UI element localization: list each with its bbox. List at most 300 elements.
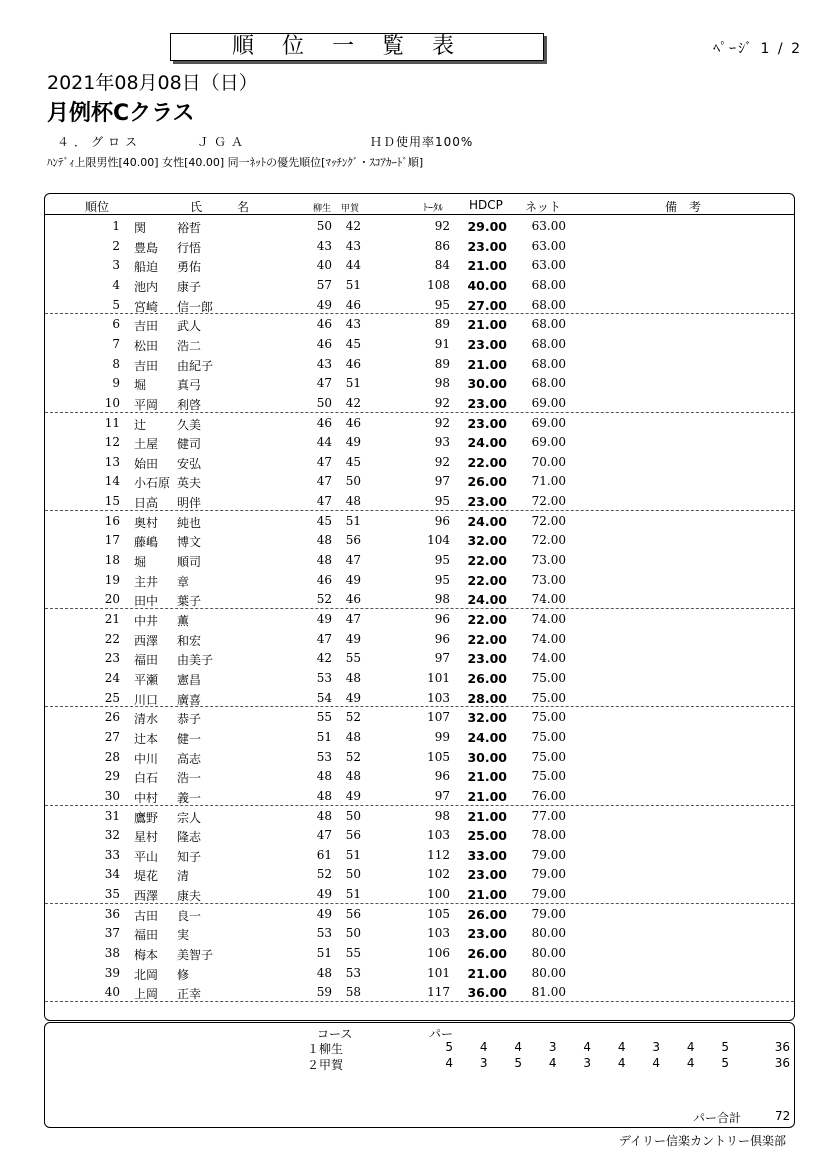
cell-course2: 51 <box>345 887 361 902</box>
header-name-b: 名 <box>237 200 250 214</box>
cell-course1: 43 <box>316 356 332 371</box>
cell-course2: 43 <box>345 238 361 253</box>
cell-net: 73.00 <box>531 553 566 568</box>
cell-hdcp: 21.00 <box>467 769 507 785</box>
cell-course2: 48 <box>345 769 361 784</box>
header-course2: 甲賀 <box>341 204 360 214</box>
cell-surname: 小石原 <box>134 476 171 491</box>
cell-course2: 49 <box>345 572 361 587</box>
cell-hdcp: 26.00 <box>467 670 507 686</box>
table-row <box>45 825 794 845</box>
cell-course1: 49 <box>316 887 332 902</box>
cell-rank: 7 <box>112 336 120 351</box>
cell-total: 95 <box>434 494 450 509</box>
cell-course1: 53 <box>316 670 332 685</box>
cell-course1: 54 <box>316 690 332 705</box>
cell-total: 96 <box>434 612 450 626</box>
cell-course1: 49 <box>316 906 332 921</box>
cell-net: 81.00 <box>531 985 566 1000</box>
cell-course1: 46 <box>316 572 332 587</box>
cell-course1: 47 <box>316 474 332 489</box>
cell-hdcp: 36.00 <box>467 985 507 1001</box>
cell-course1: 46 <box>316 415 332 430</box>
cell-hdcp: 22.00 <box>467 631 507 647</box>
cell-net: 74.00 <box>531 651 566 666</box>
cell-total: 98 <box>434 808 450 823</box>
group-separator <box>45 1001 794 1002</box>
cell-hdcp: 26.00 <box>467 906 507 922</box>
cell-net: 68.00 <box>531 336 566 351</box>
cell-total: 101 <box>427 965 450 980</box>
cell-course1: 47 <box>316 494 332 509</box>
header-net: ネット <box>525 200 562 214</box>
cell-course2: 46 <box>345 592 361 607</box>
cell-total: 95 <box>434 572 450 587</box>
hole-par: 4 <box>617 1040 626 1054</box>
cell-given-name: 薫 <box>177 614 190 628</box>
table-row <box>45 923 794 943</box>
cell-given-name: 博文 <box>177 535 202 550</box>
cell-surname: 鷹野 <box>134 810 159 825</box>
cell-rank: 27 <box>104 729 120 744</box>
cell-surname: 中村 <box>134 790 159 805</box>
cell-rank: 5 <box>112 297 120 312</box>
cell-surname: 奥村 <box>134 515 159 530</box>
table-row <box>45 373 794 393</box>
cell-surname: 古田 <box>134 908 159 923</box>
cell-hdcp: 33.00 <box>467 847 507 863</box>
cell-course2: 49 <box>345 690 361 705</box>
cell-given-name: 美智子 <box>177 948 214 963</box>
cell-course2: 55 <box>345 946 361 961</box>
table-row <box>45 629 794 649</box>
cell-given-name: 康夫 <box>177 889 202 904</box>
cell-surname: 平岡 <box>134 397 159 412</box>
cell-course1: 48 <box>316 769 332 784</box>
cell-net: 68.00 <box>531 317 566 332</box>
cell-given-name: 安弘 <box>177 456 202 471</box>
cell-total: 99 <box>434 729 450 744</box>
cell-surname: 福田 <box>134 928 159 943</box>
cell-given-name: 知子 <box>177 849 202 864</box>
cell-surname: 川口 <box>134 692 159 707</box>
cell-total: 102 <box>427 867 450 882</box>
cell-surname: 西澤 <box>134 889 159 904</box>
cell-course2: 56 <box>345 533 361 548</box>
cell-surname: 西澤 <box>134 633 159 648</box>
header-name-a: 氏 <box>190 200 203 214</box>
cell-net: 79.00 <box>531 887 566 902</box>
cell-hdcp: 23.00 <box>467 395 507 411</box>
cell-course2: 53 <box>345 965 361 980</box>
cell-course1: 49 <box>316 612 332 626</box>
cell-course1: 55 <box>316 710 332 725</box>
table-row <box>45 236 794 256</box>
cell-hdcp: 23.00 <box>467 238 507 254</box>
cell-surname: 関 <box>134 221 147 235</box>
cell-total: 92 <box>434 219 450 233</box>
table-row <box>45 963 794 983</box>
cell-course1: 47 <box>316 828 332 843</box>
cell-course1: 51 <box>316 946 332 961</box>
cell-surname: 土屋 <box>134 437 159 452</box>
cell-hdcp: 32.00 <box>467 533 507 549</box>
cell-net: 80.00 <box>531 946 566 961</box>
cell-total: 103 <box>427 690 450 705</box>
cell-rank: 37 <box>104 926 120 941</box>
cell-surname: 堤花 <box>134 869 159 884</box>
cell-hdcp: 21.00 <box>467 887 507 903</box>
cell-net: 74.00 <box>531 592 566 607</box>
cell-hdcp: 21.00 <box>467 356 507 372</box>
cell-rank: 15 <box>104 494 120 509</box>
cell-total: 112 <box>427 847 450 862</box>
cell-rank: 2 <box>112 238 120 253</box>
cell-course2: 49 <box>345 788 361 803</box>
cell-hdcp: 23.00 <box>467 867 507 883</box>
cell-net: 80.00 <box>531 926 566 941</box>
cell-given-name: 行悟 <box>177 240 202 255</box>
hole-par: 4 <box>479 1040 488 1054</box>
cell-surname: 中川 <box>134 751 159 766</box>
cell-course1: 48 <box>316 965 332 980</box>
cell-given-name: 信一郎 <box>177 299 214 314</box>
cell-rank: 29 <box>104 769 120 784</box>
hole-par: 4 <box>652 1056 660 1070</box>
event-date: 2021年08月08日（日） <box>47 72 258 94</box>
header-hdcp: HDCP <box>469 198 503 212</box>
cell-net: 75.00 <box>531 710 566 725</box>
cell-net: 72.00 <box>531 533 566 548</box>
cell-given-name: 清 <box>177 869 190 884</box>
header-course1: 柳生 <box>313 204 332 214</box>
cell-course1: 61 <box>316 847 332 862</box>
cell-course1: 51 <box>316 729 332 744</box>
results-table <box>44 193 795 1021</box>
cell-rank: 24 <box>104 670 120 685</box>
cell-course2: 52 <box>345 749 361 764</box>
cell-rank: 22 <box>104 631 120 646</box>
hole-par: 4 <box>686 1040 695 1054</box>
table-row <box>45 766 794 786</box>
cell-rank: 26 <box>104 710 120 725</box>
cell-total: 108 <box>427 277 450 292</box>
cell-given-name: 浩一 <box>177 771 202 786</box>
cell-net: 71.00 <box>531 474 566 489</box>
table-row <box>45 413 794 433</box>
cell-rank: 33 <box>104 847 120 862</box>
table-row <box>45 648 794 668</box>
cell-given-name: 裕哲 <box>177 221 202 235</box>
cell-given-name: 真弓 <box>177 378 202 393</box>
cell-course1: 48 <box>316 533 332 548</box>
cell-total: 84 <box>434 258 450 273</box>
cell-course2: 45 <box>345 454 361 469</box>
cell-net: 63.00 <box>531 258 566 273</box>
cell-total: 92 <box>434 395 450 410</box>
cell-course1: 53 <box>316 749 332 764</box>
hole-par: 4 <box>583 1040 591 1054</box>
cell-total: 103 <box>427 828 450 843</box>
cell-rank: 12 <box>104 435 120 450</box>
cell-course1: 45 <box>316 513 332 528</box>
cell-net: 63.00 <box>531 219 566 233</box>
cell-rank: 32 <box>104 828 120 843</box>
cell-net: 63.00 <box>531 238 566 253</box>
cell-total: 92 <box>434 454 450 469</box>
cell-course2: 49 <box>345 435 361 450</box>
cell-surname: 辻 <box>134 417 147 432</box>
cell-course2: 43 <box>345 317 361 332</box>
cell-course1: 43 <box>316 238 332 253</box>
header-rank: 順位 <box>85 200 110 214</box>
table-row <box>45 393 794 413</box>
cell-total: 100 <box>427 887 450 902</box>
course-name: １柳生 <box>307 1042 344 1056</box>
cell-rank: 13 <box>104 454 120 469</box>
cell-hdcp: 30.00 <box>467 749 507 765</box>
hole-par: 5 <box>514 1056 522 1070</box>
cell-hdcp: 40.00 <box>467 277 507 293</box>
cell-hdcp: 32.00 <box>467 710 507 726</box>
cell-course1: 42 <box>316 651 332 666</box>
table-row <box>45 786 794 806</box>
cell-course1: 47 <box>316 454 332 469</box>
cell-given-name: 武人 <box>177 319 202 334</box>
cell-given-name: 正幸 <box>177 987 202 1002</box>
table-row <box>45 806 794 826</box>
cell-rank: 39 <box>104 965 120 980</box>
cell-surname: 始田 <box>134 456 159 471</box>
cell-rank: 20 <box>104 592 120 607</box>
cell-total: 91 <box>434 336 450 351</box>
cell-course1: 57 <box>316 277 332 292</box>
table-row <box>45 255 794 275</box>
table-row <box>45 864 794 884</box>
cell-total: 89 <box>434 317 450 332</box>
cell-course2: 52 <box>345 710 361 725</box>
cell-total: 106 <box>427 946 450 961</box>
cell-rank: 16 <box>104 513 120 528</box>
cell-course1: 46 <box>316 317 332 332</box>
cell-given-name: 良一 <box>177 908 202 923</box>
cell-surname: 池内 <box>134 279 159 294</box>
hole-par: 3 <box>548 1040 557 1054</box>
cell-hdcp: 23.00 <box>467 926 507 942</box>
cell-course2: 51 <box>345 277 361 292</box>
table-row <box>45 688 794 708</box>
cell-surname: 日高 <box>134 496 159 511</box>
hole-par: 5 <box>721 1040 729 1054</box>
cell-hdcp: 21.00 <box>467 965 507 981</box>
cell-given-name: 隆志 <box>177 830 202 845</box>
cell-total: 97 <box>434 788 450 803</box>
table-row <box>45 334 794 354</box>
cell-rank: 14 <box>104 474 120 489</box>
cell-net: 79.00 <box>531 906 566 921</box>
table-row <box>45 550 794 570</box>
hole-par: 3 <box>583 1056 591 1070</box>
table-row <box>45 452 794 472</box>
cell-total: 103 <box>427 926 450 941</box>
cell-rank: 3 <box>112 258 120 273</box>
cell-rank: 31 <box>104 808 120 823</box>
cell-total: 95 <box>434 553 450 568</box>
cell-given-name: 康子 <box>177 279 202 294</box>
cell-net: 75.00 <box>531 749 566 764</box>
cell-total: 95 <box>434 297 450 312</box>
cell-surname: 豊島 <box>134 240 159 255</box>
cell-hdcp: 22.00 <box>467 612 507 627</box>
cell-given-name: 純也 <box>177 515 202 530</box>
table-row <box>45 589 794 609</box>
cell-surname: 上岡 <box>134 987 159 1002</box>
course-total: 36 <box>774 1040 790 1054</box>
table-row <box>45 471 794 491</box>
cell-given-name: 葉子 <box>177 594 202 609</box>
cell-course2: 47 <box>345 612 361 626</box>
cell-net: 80.00 <box>531 965 566 980</box>
cell-course2: 46 <box>345 415 361 430</box>
cell-total: 96 <box>434 769 450 784</box>
cell-course2: 44 <box>345 258 361 273</box>
cell-rank: 23 <box>104 651 120 666</box>
table-row <box>45 668 794 688</box>
cell-given-name: 章 <box>177 574 190 589</box>
cell-rank: 11 <box>104 415 120 430</box>
cell-hdcp: 22.00 <box>467 572 507 588</box>
cell-net: 72.00 <box>531 494 566 509</box>
cell-course1: 53 <box>316 926 332 941</box>
table-row <box>45 432 794 452</box>
cell-net: 75.00 <box>531 729 566 744</box>
cell-net: 79.00 <box>531 867 566 882</box>
cell-net: 68.00 <box>531 376 566 391</box>
cell-hdcp: 24.00 <box>467 435 507 451</box>
cell-net: 69.00 <box>531 395 566 410</box>
cell-surname: 船迫 <box>134 260 159 275</box>
cell-course2: 47 <box>345 553 361 568</box>
cell-course1: 59 <box>316 985 332 1000</box>
hole-par: 4 <box>445 1056 453 1070</box>
cell-surname: 平山 <box>134 849 159 864</box>
cell-hdcp: 25.00 <box>467 828 507 844</box>
format-label: ４．グロス <box>57 135 143 149</box>
cell-given-name: 由美子 <box>177 653 214 668</box>
cell-net: 68.00 <box>531 356 566 371</box>
cell-course2: 48 <box>345 729 361 744</box>
table-row <box>45 943 794 963</box>
cell-total: 92 <box>434 415 450 430</box>
cell-total: 86 <box>434 238 450 253</box>
table-row <box>45 511 794 531</box>
cell-course1: 48 <box>316 808 332 823</box>
cell-course1: 50 <box>316 219 332 233</box>
cell-net: 75.00 <box>531 690 566 705</box>
cell-rank: 34 <box>104 867 120 882</box>
cell-net: 79.00 <box>531 847 566 862</box>
cell-given-name: 順司 <box>177 555 202 570</box>
cell-net: 77.00 <box>531 808 566 823</box>
cell-surname: 主井 <box>134 574 159 589</box>
cell-surname: 平瀬 <box>134 672 159 687</box>
cell-course1: 50 <box>316 395 332 410</box>
cell-surname: 星村 <box>134 830 159 845</box>
cell-hdcp: 24.00 <box>467 729 507 745</box>
cell-total: 97 <box>434 651 450 666</box>
cell-hdcp: 28.00 <box>467 690 507 706</box>
cell-course2: 51 <box>345 376 361 391</box>
cell-rank: 38 <box>104 946 120 961</box>
header-remarks: 備 考 <box>665 200 702 214</box>
cell-hdcp: 21.00 <box>467 317 507 333</box>
cell-net: 69.00 <box>531 435 566 450</box>
cell-hdcp: 22.00 <box>467 553 507 569</box>
cell-surname: 吉田 <box>134 358 159 373</box>
cell-course1: 46 <box>316 336 332 351</box>
cell-rank: 28 <box>104 749 120 764</box>
cell-net: 73.00 <box>531 572 566 587</box>
cell-rank: 6 <box>112 317 120 332</box>
cell-course2: 50 <box>345 867 361 882</box>
cell-rank: 8 <box>112 356 120 371</box>
hole-par: 5 <box>445 1040 453 1054</box>
par-total-value: 72 <box>775 1109 791 1123</box>
cell-hdcp: 26.00 <box>467 474 507 490</box>
cell-given-name: 廣喜 <box>177 692 202 707</box>
cell-total: 98 <box>434 592 450 607</box>
cell-hdcp: 22.00 <box>467 454 507 470</box>
cell-course1: 47 <box>316 376 332 391</box>
table-row <box>45 609 794 629</box>
cell-given-name: 憲昌 <box>177 672 202 687</box>
table-row <box>45 845 794 865</box>
cell-rank: 19 <box>104 572 120 587</box>
event-name: 月例杯Cクラス <box>47 101 195 126</box>
cell-given-name: 宗人 <box>177 810 202 825</box>
cell-surname: 堀 <box>134 555 147 570</box>
cell-surname: 宮崎 <box>134 299 159 314</box>
cell-surname: 中井 <box>134 614 159 628</box>
hd-rate-label: ＨＤ使用率100% <box>370 135 474 149</box>
association-label: ＪＧＡ <box>197 135 249 149</box>
cell-net: 74.00 <box>531 631 566 646</box>
cell-given-name: 恭子 <box>177 712 202 727</box>
table-row <box>45 707 794 727</box>
cell-surname: 白石 <box>134 771 159 786</box>
cell-rank: 18 <box>104 553 120 568</box>
hole-par: 5 <box>721 1056 729 1070</box>
table-row <box>45 530 794 550</box>
cell-given-name: 実 <box>177 928 190 943</box>
cell-course1: 40 <box>316 258 332 273</box>
cell-total: 97 <box>434 474 450 489</box>
cell-hdcp: 26.00 <box>467 946 507 962</box>
cell-hdcp: 21.00 <box>467 258 507 274</box>
cell-surname: 辻本 <box>134 731 159 746</box>
cell-course2: 49 <box>345 631 361 646</box>
cell-course1: 48 <box>316 553 332 568</box>
cell-given-name: 久美 <box>177 417 202 432</box>
cell-given-name: 健一 <box>177 731 202 746</box>
course-name: ２甲賀 <box>307 1058 344 1072</box>
cell-rank: 1 <box>112 219 120 233</box>
cell-net: 75.00 <box>531 670 566 685</box>
cell-course2: 50 <box>345 926 361 941</box>
cell-hdcp: 23.00 <box>467 415 507 431</box>
cell-given-name: 勇佑 <box>177 260 202 275</box>
cell-rank: 40 <box>104 985 120 1000</box>
